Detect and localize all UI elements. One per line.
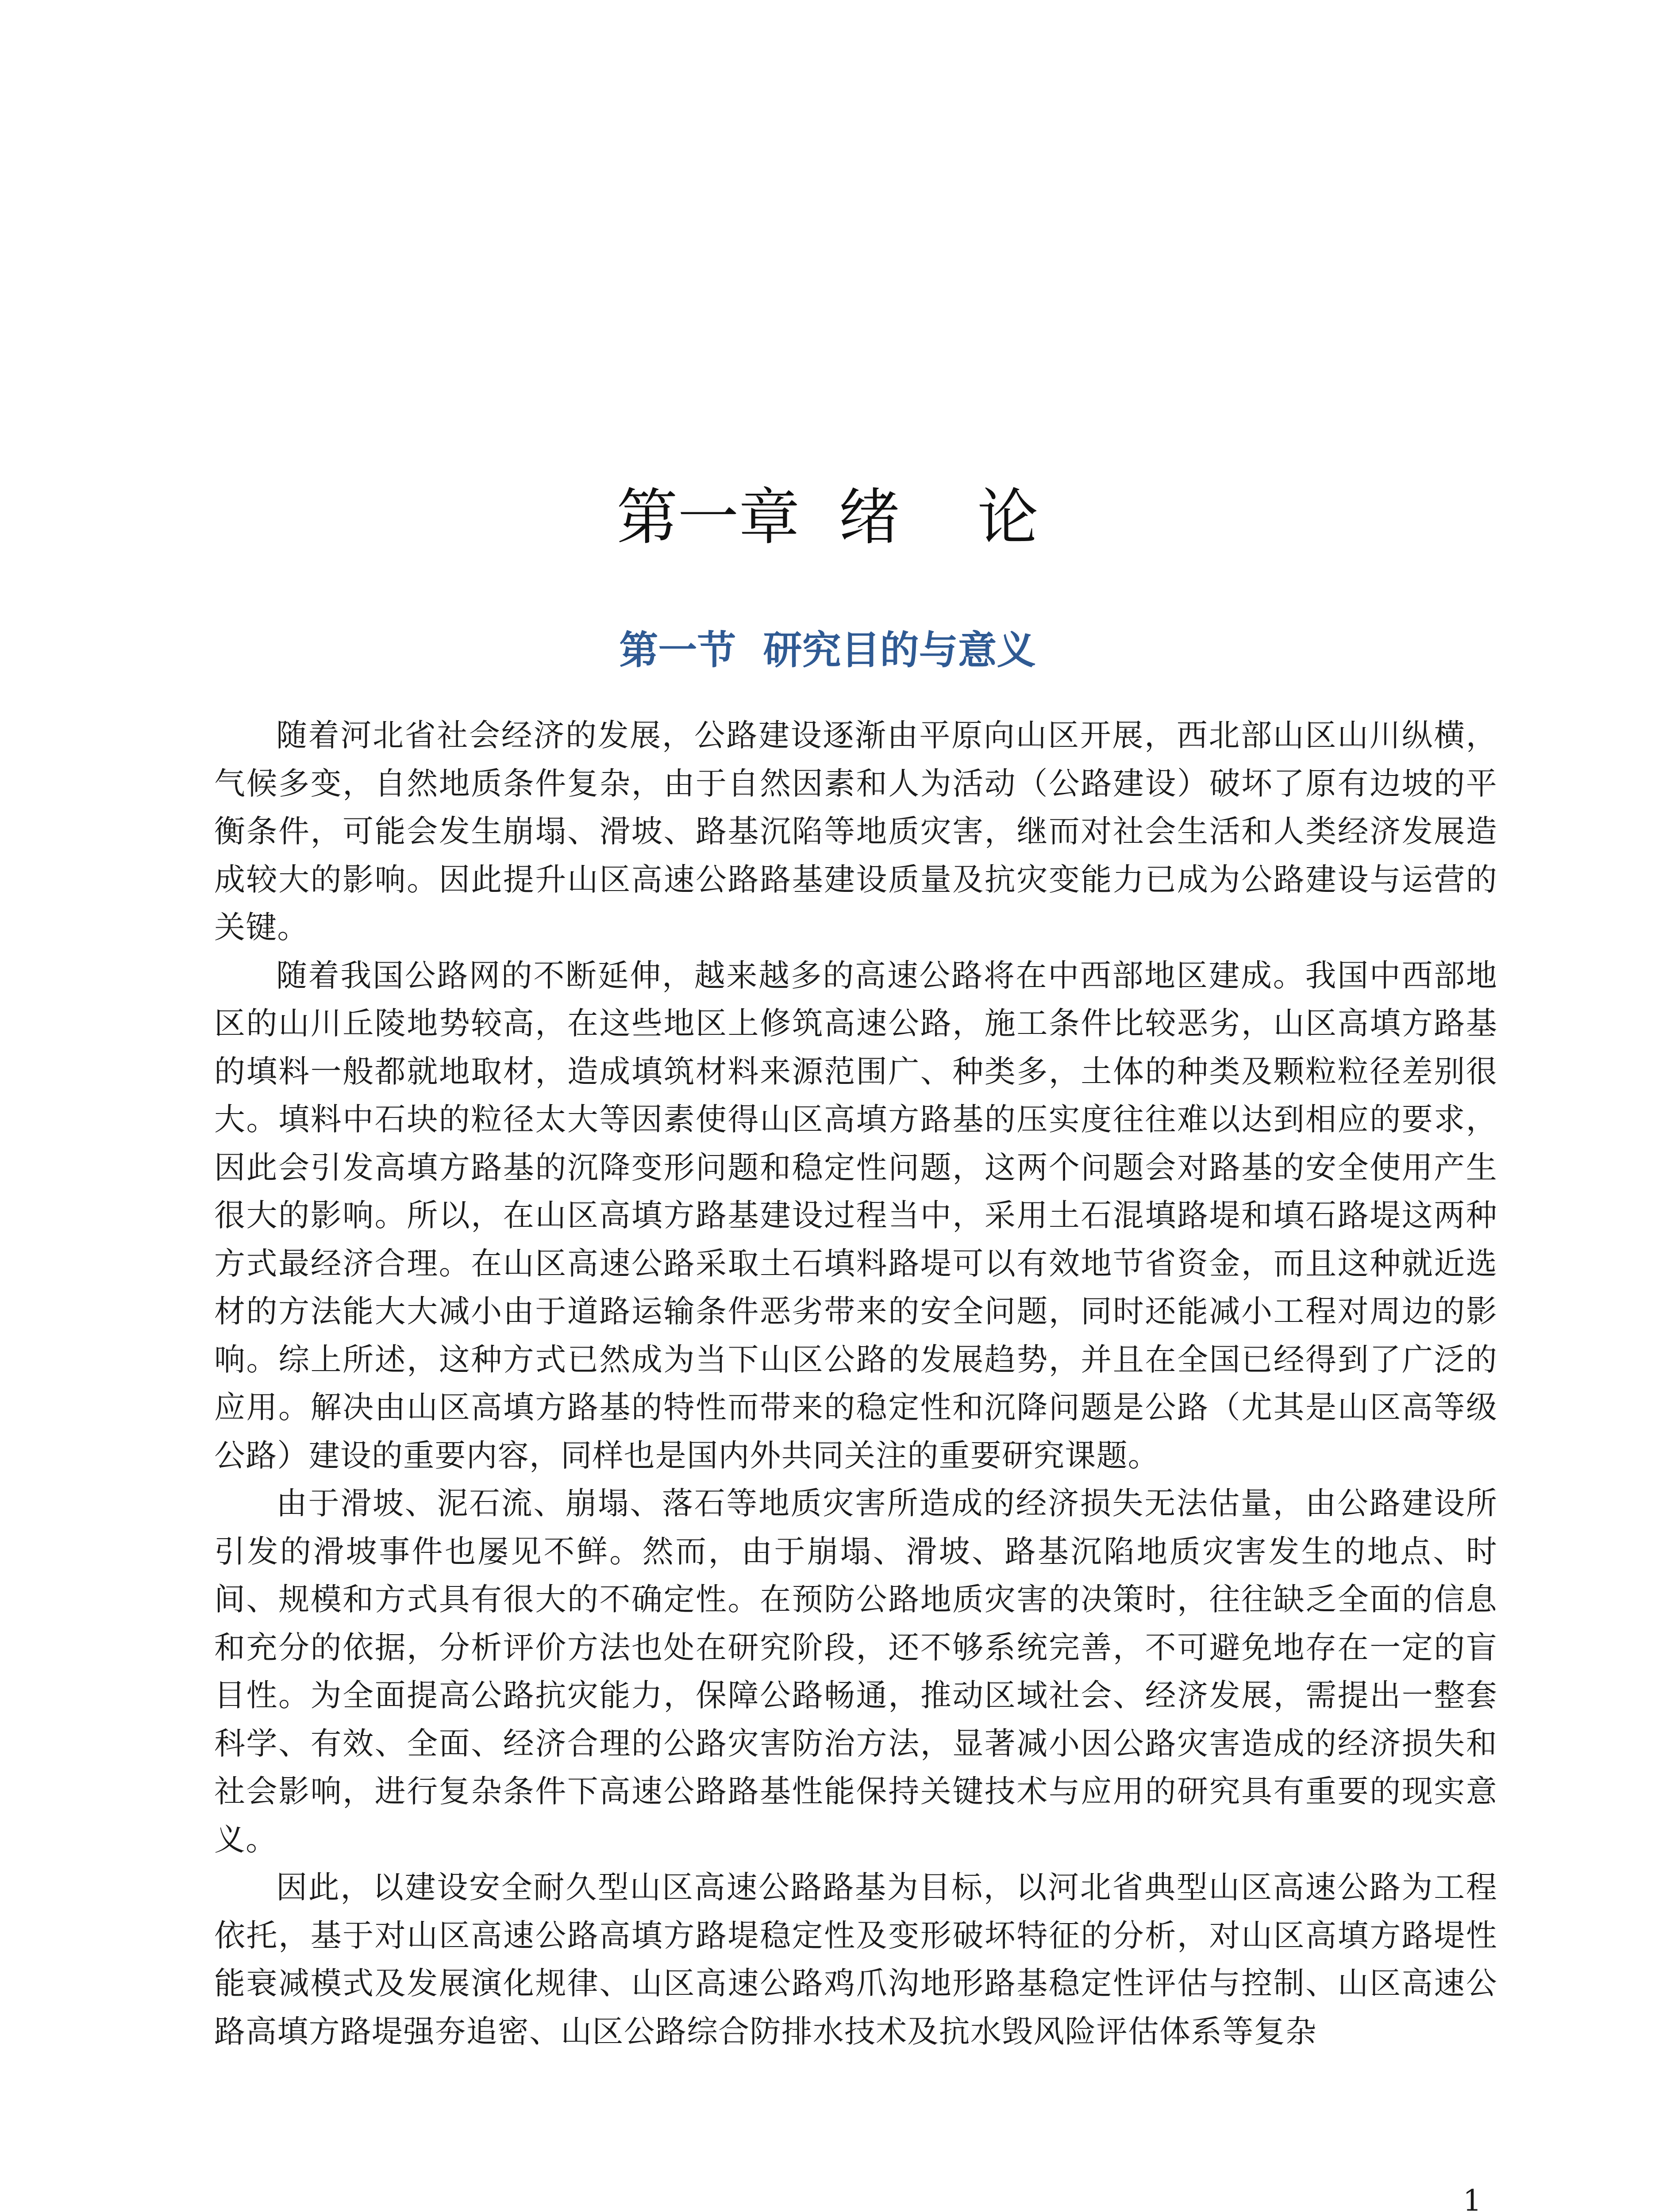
body-text <box>214 711 1497 2055</box>
paragraph: 随着河北省社会经济的发展，公路建设逐渐由平原向山区开展，西北部山区山川纵横，气候多变，自然地质条件复杂，由于自然因素和人为活动（公路建设）破坏了原有边坡的平衡条件，可能会发生崩塌、滑坡、路基沉陷等地质灾害，继而对社会生活和人类经济发展造成较大的影响。因此提升山区高速公路路基建设质量及抗灾变能力已成为公路建设与运营的关键。 <box>214 717 1497 945</box>
paragraph: 随着我国公路网的不断延伸，越来越多的高速公路将在中西部地区建成。我国中西部地区的山川丘陵地势较高，在这些地区上修筑高速公路，施工条件比较恶劣，山区高填方路基的填料一般都就地取材，造成填筑材料来源范围广、种类多，土体的种类及颗粒粒径差别很大。填料中石块的粒径太大等因素使得山区高填方路基的压实度往往难以达到相应的要求，因此会引发高填方路基的沉降变形问题和稳定性问题，这两个问题会对路基的安全使用产生很大的影响。所以，在山区高填方路基建设过程当中，采用土石混填路堤和填石路堤这两种方式最经济合理。在山区高速公路采取土石填料路堤可以有效地节省资金，而且这种就近选材的方法能大大减小由于道路运输条件恶劣带来的安全问题，同时还能减小工程对周边的影响。综上所述，这种方式已然成为当下山区公路的发展趋势，并且在全国已经得到了广泛的应用。解决由山区高填方路基的特性而带来的稳定性和沉降问题是公路（尤其是山区高等级公路）建设的重要内容，同样也是国内外共同关注的重要研究课题。 <box>214 957 1497 1474</box>
chapter-title: 第一章 绪 论 <box>616 482 1039 553</box>
paragraph: 因此，以建设安全耐久型山区高速公路路基为目标，以河北省典型山区高速公路为工程依托，基于对山区高速公路高填方路堤稳定性及变形破坏特征的分析，对山区高填方路堤性能衰减模式及发展演化规律、山区高速公路鸡爪沟地形路基稳定性评估与控制、山区高速公路高填方路堤强夯追密、山区公路综合防排水技术及抗水毁风险评估体系等复杂 <box>214 1869 1497 2050</box>
page-number: 1 <box>1463 2184 1482 2212</box>
paragraph: 由于滑坡、泥石流、崩塌、落石等地质灾害所造成的经济损失无法估量，由公路建设所引发的滑坡事件也屡见不鲜。然而，由于崩塌、滑坡、路基沉陷地质灾害发生的地点、时间、规模和方式具有很大的不确定性。在预防公路地质灾害的决策时，往往缺乏全面的信息和充分的依据，分析评价方法也处在研究阶段，还不够系统完善，不可避免地存在一定的盲目性。为全面提高公路抗灾能力，保障公路畅通，推动区域社会、经济发展，需提出一整套科学、有效、全面、经济合理的公路灾害防治方法，显著减小因公路灾害造成的经济损失和社会影响，进行复杂条件下高速公路路基性能保持关键技术与应用的研究具有重要的现实意义。 <box>214 1485 1497 1858</box>
section-title: 第一节 研究目的与意义 <box>619 627 1036 673</box>
